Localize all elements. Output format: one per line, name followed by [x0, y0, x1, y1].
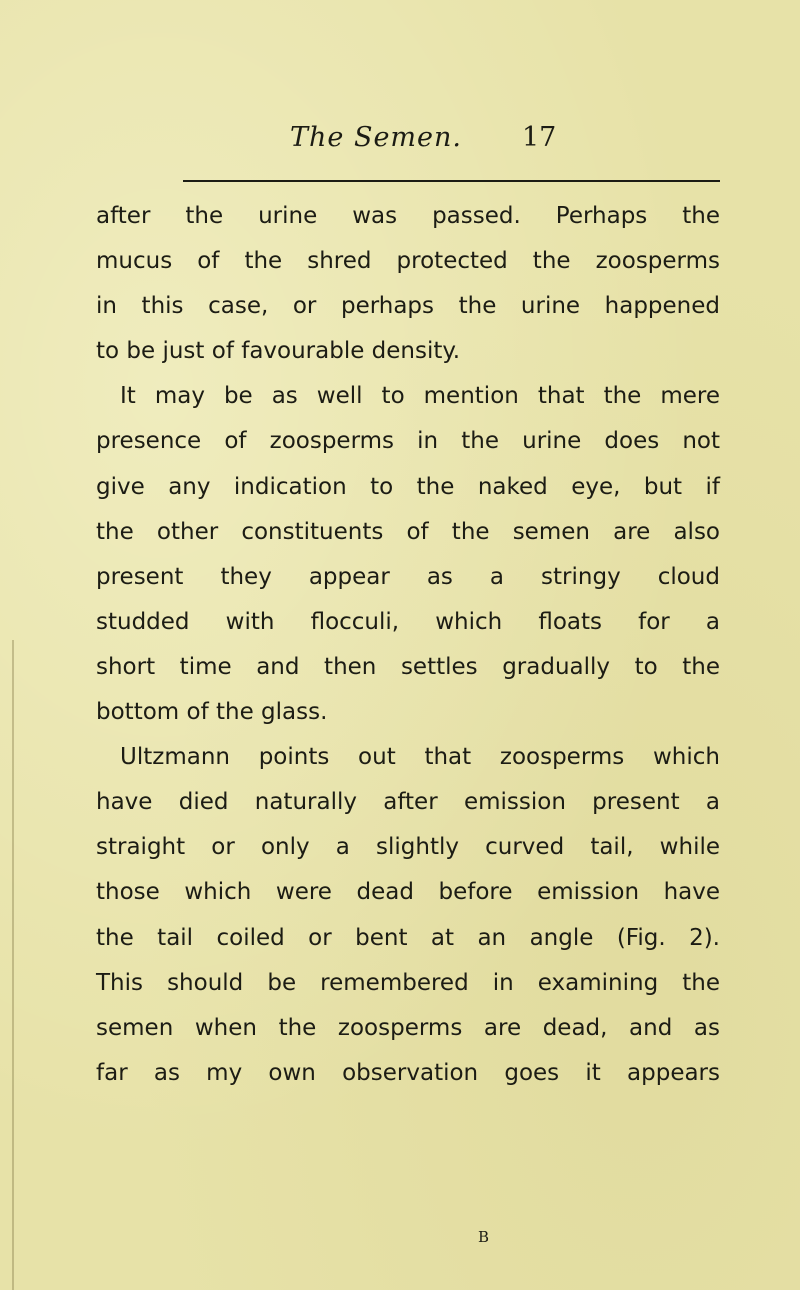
page-edge-shadow	[12, 640, 14, 1290]
text-line: the tail coiled or bent at an angle (Fig. 2).	[96, 924, 720, 951]
body-text	[96, 194, 720, 1096]
text-line: It may be as well to mention that the mere	[120, 383, 720, 410]
running-header	[280, 122, 720, 168]
text-line: bottom of the glass.	[96, 699, 328, 726]
text-line: far as my own observation goes it appears	[96, 1059, 720, 1086]
text-line: semen when the zoosperms are dead, and as	[96, 1014, 720, 1041]
text-line: mucus of the shred protected the zoosperms	[96, 248, 720, 275]
running-title: The Semen.	[290, 122, 462, 153]
text-line: Ultzmann points out that zoosperms which	[120, 744, 720, 771]
text-line: give any indication to the naked eye, but if	[96, 473, 720, 500]
text-line: the other constituents of the semen are also	[96, 518, 720, 545]
text-line: present they appear as a stringy cloud	[96, 563, 720, 590]
text-line: after the urine was passed. Perhaps the	[96, 203, 720, 229]
signature-mark: B	[478, 1228, 490, 1246]
header-rule	[183, 180, 720, 182]
text-line: presence of zoosperms in the urine does not	[96, 428, 720, 455]
text-line: This should be remembered in examining the	[96, 969, 720, 996]
text-line: have died naturally after emission present a	[96, 789, 720, 816]
text-line: to be just of favourable density.	[96, 338, 461, 365]
page-number: 17	[522, 122, 557, 153]
text-line: those which were dead before emission have	[96, 879, 720, 906]
text-line: straight or only a slightly curved tail, while	[96, 834, 720, 861]
text-line: in this case, or perhaps the urine happened	[96, 293, 720, 320]
text-line: short time and then settles gradually to the	[96, 653, 720, 680]
text-line: studded with flocculi, which floats for a	[96, 608, 720, 635]
